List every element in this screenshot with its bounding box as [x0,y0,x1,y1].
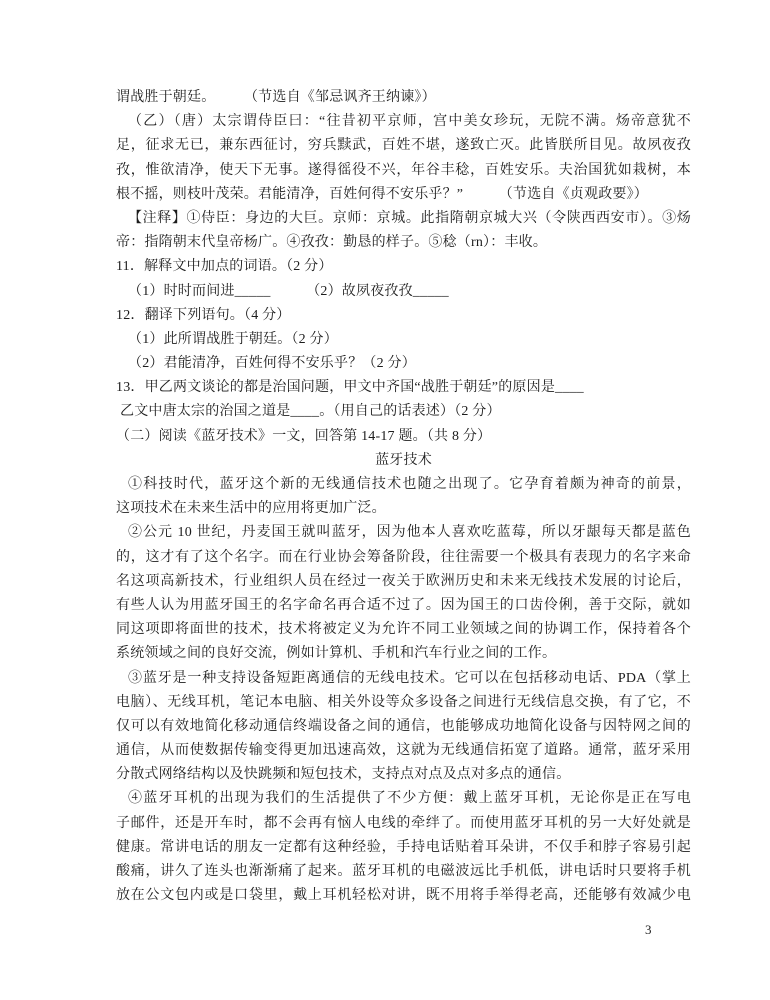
text-line: 根不摇，则枝叶茂荣。君能清净，百姓何得不安乐乎？” （节选自《贞观政要》） [116,186,649,202]
text-line: 名这项高新技术，行业组织人员在经过一夜关于欧洲历史和未来无线技术发展的讨论后， [116,573,691,589]
document-body [116,86,691,908]
text-line: ②公元 10 世纪，丹麦国王就叫蓝牙，因为他本人喜欢吃蓝莓，所以牙龈每天都是蓝色 [128,525,691,541]
text-line: 系统领域之间的良好交流，例如计算机、手机和汽车行业之间的工作。 [116,646,557,662]
text-line: 电脑）、无线耳机，笔记本电脑、相关外设等众多设备之间进行无线信息交换，有了它，不 [116,694,691,710]
text-line: 的，这才有了这个名字。而在行业协会筹备阶段，往往需要一个极具有表现力的名字来命 [116,549,691,565]
text-line: 有些人认为用蓝牙国王的名字命名再合适不过了。因为国王的口齿伶俐，善于交际，就如 [116,597,691,613]
text-line: 帝：指隋朝末代皇帝杨广。④孜孜：勤恳的样子。⑤稔（rn）：丰收。 [116,235,548,251]
text-line: 放在公文包内或是口袋里，戴上耳机轻松对讲，既不用将手举得老高，还能够有效减少电 [116,888,691,904]
text-line: （二）阅读《蓝牙技术》一文，回答第 14-17 题。（共 8 分） [116,428,492,444]
text-line: 仅可以有效地简化移动通信终端设备之间的通信，也能够成功地简化设备与因特网之间的 [116,718,691,734]
text-line: 乙文中唐太宗的治国之道是____。（用自己的话表述）（2 分） [120,404,501,420]
text-line: 谓战胜于朝廷。 （节选自《邹忌讽齐王纳谏》） [116,90,436,105]
text-line: 足，征求无已，兼东西征讨，穷兵黩武，百姓不堪，遂致亡灭。此皆朕所目见。故夙夜孜 [116,138,691,154]
text-line: 子邮件，还是开车时，都不会再有恼人电线的牵绊了。而使用蓝牙耳机的另一大好处就是 [116,815,691,831]
text-line: 同这项即将面世的技术，技术将被定义为允许不同工业领域之间的协调工作，保持着各个 [116,622,691,638]
text-line: 分散式网络结构以及快跳频和短包技术，支持点对点及点对多点的通信。 [116,767,571,783]
text-line: ④蓝牙耳机的出现为我们的生活提供了不少方便：戴上蓝牙耳机，无论你是正在写电 [128,791,691,807]
text-line: （乙）（唐）太宗谓侍臣曰：“往昔初平京师，宫中美女珍玩，无院不满。炀帝意犹不 [128,114,691,130]
text-line: 11．解释文中加点的词语。（2 分） [116,259,333,275]
text-line: 通信，从而使数据传输变得更加迅速高效，这就为无线通信拓宽了道路。通常，蓝牙采用 [116,743,691,759]
text-line: 12．翻译下列语句。（4 分） [116,307,291,323]
text-line: （1）时时而间进_____ （2）故夙夜孜孜_____ [128,283,449,299]
text-line: 蓝牙技术 [375,452,432,468]
text-line: ①科技时代，蓝牙这个新的无线通信技术也随之出现了。它孕育着颇为神奇的前景， [128,477,691,492]
text-line: 13．甲乙两文谈论的都是治国问题，甲文中齐国“战胜于朝廷”的原因是____ [116,380,584,396]
text-line: 【注释】①侍臣：身边的大巨。京师：京城。此指隋朝京城大兴（令陕西西安市）。③炀 [128,210,691,226]
text-line: （1）此所谓战胜于朝廷。（2 分） [128,331,338,347]
page-number: 3 [645,922,652,937]
text-line: 健康。常讲电话的朋友一定都有这种经验，手持电话贴着耳朵讲，不仅手和脖子容易引起 [116,839,691,855]
text-line: （2）君能清净，百姓何得不安乐乎？（2 分） [128,356,416,372]
text-line: ③蓝牙是一种支持设备短距离通信的无线电技术。它可以在包括移动电话、PDA（掌上 [128,670,691,686]
text-line: 孜，惟欲清净，使天下无事。遂得徭役不兴，年谷丰稔，百姓安乐。夫治国犹如栽树，本 [116,162,691,178]
text-line: 这项技术在未来生活中的应用将更加广泛。 [116,501,386,517]
text-line: 酸痛，讲久了连头也渐渐痛了起来。蓝牙耳机的电磁波远比手机低，讲电话时只要将手机 [116,864,691,879]
